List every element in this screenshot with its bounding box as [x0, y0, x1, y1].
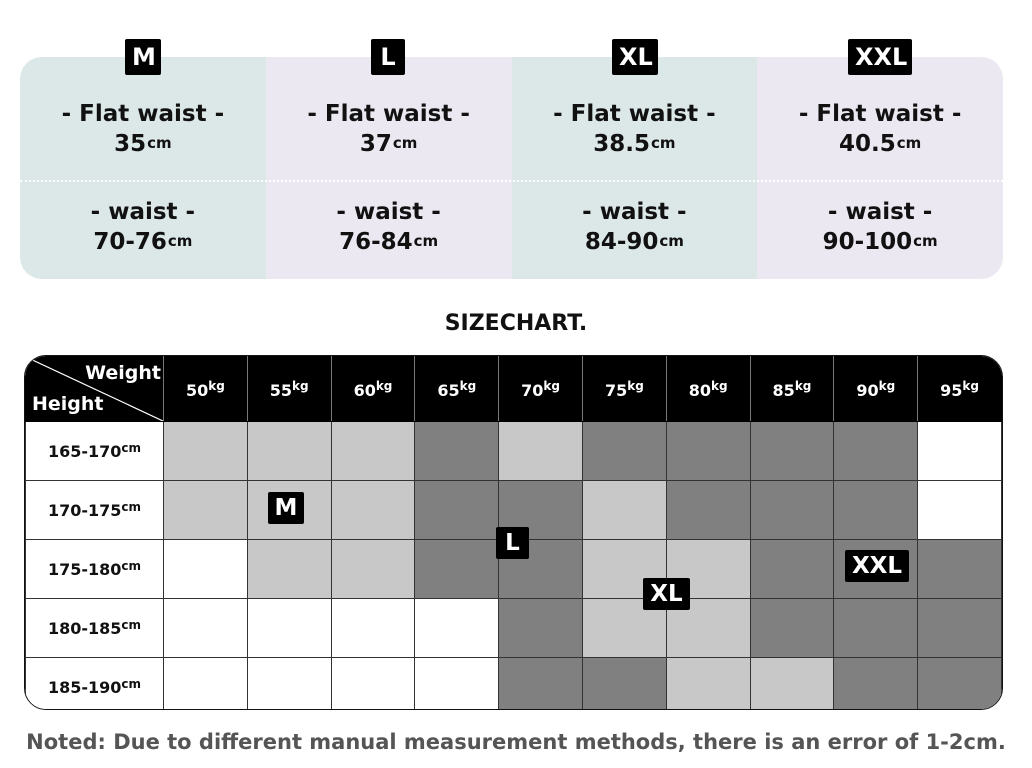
flat-waist-label: - Flat waist - [553, 101, 716, 127]
measurement-note: Noted: Due to different manual measurement methods, there is an error of 1-2cm. [26, 730, 1006, 754]
flat-waist-label: - Flat waist - [307, 101, 470, 127]
waist-label: - waist - [582, 199, 687, 225]
waist-label: - waist - [336, 199, 441, 225]
waist-cell [757, 198, 1003, 257]
grid-cell-dark [415, 422, 499, 481]
grid-cell-light [582, 481, 666, 540]
grid-cell-white [164, 658, 248, 711]
grid-cell-light [331, 540, 415, 599]
unit-cm: cm [167, 232, 193, 250]
grid-cell-light [331, 481, 415, 540]
flat-waist-cell [20, 100, 266, 159]
height-row [26, 422, 1002, 481]
height-row [26, 599, 1002, 658]
grid-cell-light [164, 481, 248, 540]
grid-cell-dark [834, 599, 918, 658]
unit-cm: cm [413, 232, 439, 250]
grid-cell-light [666, 658, 750, 711]
height-label: $165-170^{cm}$ [26, 422, 164, 481]
grid-cell-dark [918, 599, 1002, 658]
grid-zone-label-m: M [268, 492, 304, 524]
flat-waist-value: 35 [114, 131, 147, 157]
waist-cell [266, 198, 512, 257]
grid-cell-light [750, 658, 834, 711]
flat-waist-value: 40.5 [838, 131, 896, 157]
flat-waist-cell [757, 100, 1003, 159]
size-chart-title: SIZECHART. [444, 311, 588, 336]
size-column-m [20, 57, 266, 279]
grid-cell-white [331, 658, 415, 711]
flat-waist-value: 38.5 [593, 131, 650, 157]
size-badge-l: L [371, 39, 405, 75]
corner-cell [26, 357, 164, 422]
grid-cell-light [499, 422, 583, 481]
grid-cell-dark [582, 422, 666, 481]
corner-weight-label: Weight [85, 362, 161, 384]
size-badge-xl: XL [612, 39, 658, 75]
grid-cell-light [164, 422, 248, 481]
weight-header: $50^{kg}$ [164, 357, 248, 422]
grid-cell-white [331, 599, 415, 658]
unit-cm: cm [913, 232, 938, 250]
grid-cell-dark [750, 599, 834, 658]
grid-cell-dark [415, 481, 499, 540]
dotted-divider [20, 180, 1003, 182]
grid-cell-dark [918, 658, 1002, 711]
corner-height-label: Height [32, 393, 104, 415]
waist-value: 76-84 [339, 229, 413, 255]
grid-cell-dark [666, 481, 750, 540]
grid-cell-dark [499, 658, 583, 711]
size-badge-m: M [125, 39, 161, 75]
flat-waist-label: - Flat waist - [798, 101, 962, 127]
weight-header: $95^{kg}$ [918, 357, 1002, 422]
waist-value: 70-76 [93, 229, 167, 255]
waist-label: - waist - [827, 199, 933, 225]
weight-header: $85^{kg}$ [750, 357, 834, 422]
grid-cell-white [415, 658, 499, 711]
grid-cell-white [247, 658, 331, 711]
grid-cell-dark [918, 540, 1002, 599]
grid-cell-dark [750, 422, 834, 481]
flat-waist-value: 37 [359, 131, 392, 157]
height-label: $185-190^{cm}$ [26, 658, 164, 711]
unit-cm: cm [896, 134, 922, 152]
grid-cell-white [918, 422, 1002, 481]
grid-cell-dark [834, 422, 918, 481]
waist-value: 90-100 [822, 229, 913, 255]
size-summary-table [20, 57, 1003, 279]
weight-header: $55^{kg}$ [247, 357, 331, 422]
grid-cell-dark [666, 422, 750, 481]
height-label: $180-185^{cm}$ [26, 599, 164, 658]
flat-waist-label: - Flat waist - [61, 101, 225, 127]
weight-header: $65^{kg}$ [415, 357, 499, 422]
weight-header: $80^{kg}$ [666, 357, 750, 422]
grid-cell-light [247, 540, 331, 599]
grid-cell-white [415, 599, 499, 658]
weight-header: $90^{kg}$ [834, 357, 918, 422]
grid-cell-light [247, 422, 331, 481]
weight-header: $60^{kg}$ [331, 357, 415, 422]
grid-cell-dark [750, 481, 834, 540]
waist-value: 84-90 [584, 229, 659, 255]
size-badge-xxl: XXL [848, 39, 912, 75]
grid-cell-white [918, 481, 1002, 540]
weight-header: $75^{kg}$ [582, 357, 666, 422]
grid-cell-dark [415, 540, 499, 599]
grid-cell-white [164, 540, 248, 599]
waist-cell [512, 198, 758, 257]
grid-zone-label-xl: XL [643, 578, 690, 610]
waist-label: - waist - [90, 199, 196, 225]
grid-cell-dark [499, 599, 583, 658]
weight-header-row [26, 357, 1002, 422]
grid-cell-light [331, 422, 415, 481]
unit-cm: cm [147, 134, 172, 152]
grid-cell-dark [582, 658, 666, 711]
height-label: $175-180^{cm}$ [26, 540, 164, 599]
grid-cell-dark [834, 481, 918, 540]
unit-cm: cm [392, 134, 418, 152]
height-label: $170-175^{cm}$ [26, 481, 164, 540]
size-column-xxl [757, 57, 1003, 279]
weight-header: $70^{kg}$ [499, 357, 583, 422]
flat-waist-cell [512, 100, 758, 159]
grid-cell-dark [750, 540, 834, 599]
waist-cell [20, 198, 266, 257]
grid-zone-label-xxl: XXL [845, 550, 909, 582]
flat-waist-cell [266, 100, 512, 159]
height-row [26, 658, 1002, 711]
unit-cm: cm [650, 134, 676, 152]
size-column-xl [512, 57, 758, 279]
grid-cell-white [164, 599, 248, 658]
grid-cell-white [247, 599, 331, 658]
size-column-l [266, 57, 512, 279]
unit-cm: cm [659, 232, 684, 250]
grid-zone-label-l: L [496, 527, 529, 559]
grid-cell-dark [834, 658, 918, 711]
